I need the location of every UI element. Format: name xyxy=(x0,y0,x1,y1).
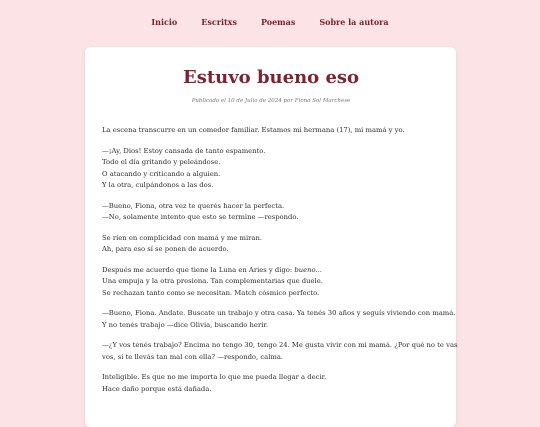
paragraph-line: O atacando y criticando a alguien. xyxy=(102,169,221,178)
paragraph-line: —Bueno, Fiona, otra vez te querés hacer la perfecta. xyxy=(102,201,285,210)
paragraph-line: Se rechazan tanto como se necesitan. Match cósmico perfecto. xyxy=(102,288,320,297)
nav-link-inicio[interactable]: Inicio xyxy=(151,17,178,27)
post-paragraph xyxy=(102,125,440,137)
nav-link-sobre-la-autora[interactable]: Sobre la autora xyxy=(319,17,389,27)
paragraph-line: Todo el día gritando y peleándose. xyxy=(102,158,221,166)
nav-link-escritxs[interactable]: Escritxs xyxy=(201,17,237,27)
post-paragraph xyxy=(102,372,440,395)
post-byline: Publicado el 10 de Julio de 2024 por Fiona Sol Marchese xyxy=(191,98,351,104)
paragraph-line: —¿Y vos tenés trabajo? Encima no tengo 30, tengo 24. Me gusta vivir con mi mamá. ¿Por qué no te vas xyxy=(102,341,458,349)
paragraph-line: Ah, para eso sí se ponen de acuerdo. xyxy=(102,245,229,253)
paragraph-line: —Bueno, Fiona. Andate. Buscate un trabajo y otra casa. Ya tenés 30 años y seguís viviendo con mamá. xyxy=(102,309,456,317)
paragraph-line: Después me acuerdo que tiene la Luna en Aries y digo: bueno... xyxy=(102,265,322,274)
paragraph-line: Una empuja y la otra presiona. Tan complementarias que duele. xyxy=(102,277,323,285)
post-paragraph xyxy=(102,340,458,363)
paragraph-line: Y no tenés trabajo —dice Olivia, buscando herir. xyxy=(102,320,269,329)
paragraph-line: Y la otra, culpándonos a las dos. xyxy=(102,181,214,189)
paragraph-line: Inteligible. Es que no me importa lo que me pueda llegar a decir. xyxy=(102,373,327,381)
paragraph-line: —No, solamente intento que esto se termine —respondo. xyxy=(102,213,299,221)
post-paragraph xyxy=(102,201,440,224)
nav-link-poemas[interactable]: Poemas xyxy=(260,17,296,27)
paragraph-line: vos, si te llevás tan mal con ella? —respondo, calma. xyxy=(102,352,284,361)
paragraph-line: —¡Ay, Dios! Estoy cansada de tanto espamento. xyxy=(102,146,266,155)
post-paragraph xyxy=(102,233,440,256)
post-body xyxy=(102,125,458,395)
post-paragraph xyxy=(102,308,456,331)
paragraph-line: Se ríen en complicidad con mamá y me miran. xyxy=(102,233,262,242)
paragraph-line: Hace daño porque está dañada. xyxy=(102,384,212,393)
post-paragraph xyxy=(102,146,440,192)
post-paragraph xyxy=(102,265,440,300)
paragraph-line: La escena transcurre en un comedor familiar. Estamos mi hermana (17), mi mamá y yo. xyxy=(102,126,405,134)
top-navigation xyxy=(0,0,540,46)
post-title: Estuvo bueno eso xyxy=(182,67,360,88)
post-card xyxy=(85,47,456,427)
